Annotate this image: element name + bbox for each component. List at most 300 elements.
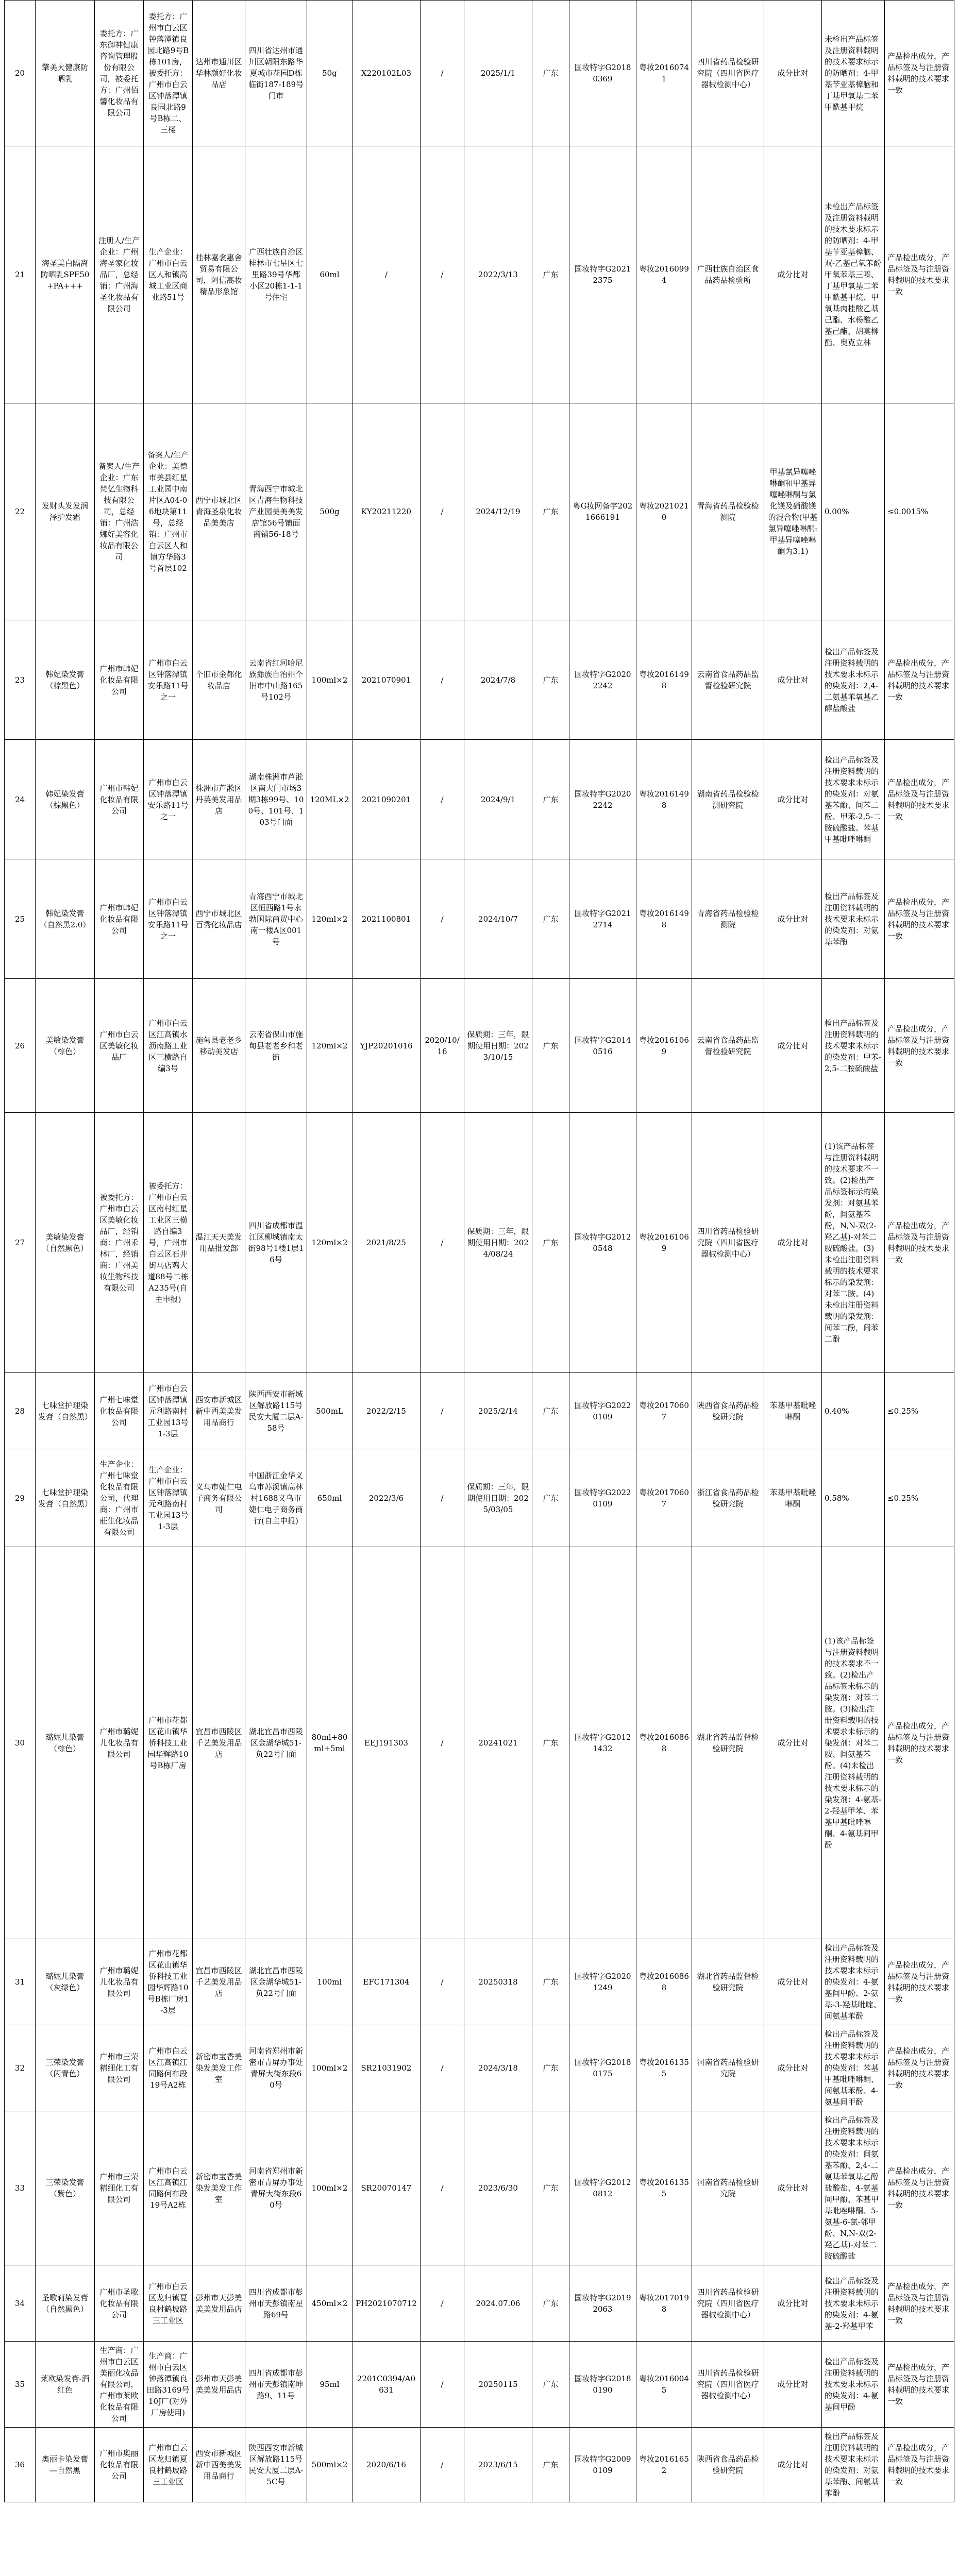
cell-product: 七味堂护理染发膏（自然黑）	[36, 1449, 95, 1547]
table-row	[5, 620, 954, 740]
cell-batch: PH2021070712	[352, 2265, 421, 2342]
cell-product: 圣歌莉染发膏（自然黑色）	[36, 2265, 95, 2342]
cell-date: 2023/6/15	[464, 2428, 532, 2502]
cell-inspector: 青海省药品检验检测院	[692, 859, 764, 979]
cell-date: 20250318	[464, 1939, 532, 2025]
cell-product: 擎美大健康防晒乳	[36, 1, 95, 146]
cell-license: 国妆特字G20180175	[569, 2025, 636, 2111]
cell-sampled-address: 四川省达州市通川区朝阳东路华夏城市花园D栋临街187-189号门市	[245, 1, 307, 146]
cell-inspector: 陕西省食品药品检验研究院	[692, 1373, 764, 1449]
cell-date: 2024/12/19	[464, 403, 532, 620]
cell-producer: 广州市璐妮儿化妆品有限公司	[95, 1939, 144, 2025]
cell-item: 成分比对	[764, 2428, 822, 2502]
table-row	[5, 859, 954, 979]
table-row	[5, 2265, 954, 2342]
cell-province: 广东	[532, 2025, 569, 2111]
cell-result: 未检出产品标签及注册资料载明的技术要求标示的防晒剂：4-甲基苄亚基樟脑、双-乙基己氧苯酚甲氧苯基三嗪、丁基甲氧基二苯甲酰基甲烷、甲氧基肉桂酸乙基己酯、水杨酸乙基己酯、胡莫柳酯、奥克立林	[822, 146, 885, 403]
cell-spec: 120ml×2	[307, 859, 352, 979]
cell-date: 20250115	[464, 2342, 532, 2428]
cell-date: 2024.07.06	[464, 2265, 532, 2342]
cell-spec: 120ml×2	[307, 1113, 352, 1373]
cell-sampled-unit: 西安市新城区新中西美美发用品商行	[193, 2428, 245, 2502]
cell-producer: 注册人/生产企业：广州海圣家化妆品厂，总经销：广州海圣化妆品有限公司	[95, 146, 144, 403]
cell-standard: 产品检出成分，产品标签及与注册资料载明的技术要求一致	[885, 2025, 954, 2111]
cell-result: 检出产品标签及注册资料载明的技术要求未标示的染发剂：2,4-二氨基苯氧基乙醇盐酸盐	[822, 620, 885, 740]
cell-license: 国妆特字G20202242	[569, 620, 636, 740]
cell-spec: 80ml+80ml+5ml	[307, 1547, 352, 1939]
cell-no: 34	[5, 2265, 36, 2342]
cell-spec: 100ml×2	[307, 2111, 352, 2265]
cell-standard: 产品检出成分，产品标签及与注册资料载明的技术要求一致	[885, 1547, 954, 1939]
cell-sampled-address: 云南省保山市施甸县老老乡和老街	[245, 979, 307, 1113]
cell-inspector: 四川省药品检验研究院（四川省医疗器械检测中心）	[692, 1, 764, 146]
cell-producer: 生产企业：广州七味堂化妆品有限公司，代理商：广州市莊生化妆品有限公司	[95, 1449, 144, 1547]
cell-address: 生产企业：广州市白云区钟落潭镇元利路南村工业园13号1-3层	[144, 1449, 193, 1547]
cell-spec: 500ml×2	[307, 2428, 352, 2502]
cell-no: 21	[5, 146, 36, 403]
table-row	[5, 2111, 954, 2265]
cell-address: 备案人/生产企业：美德市美县红星工业园中南片区A04-06地块第11号，总经销：广州市白云区人和镇方华路3号首层102	[144, 403, 193, 620]
cell-spec: 500g	[307, 403, 352, 620]
cell-license: 国妆特字G20220109	[569, 1373, 636, 1449]
cell-inspector: 河南省药品检验研究院	[692, 2111, 764, 2265]
cell-product: 三荣染发膏（紫色）	[36, 2111, 95, 2265]
cell-result: 检出产品标签及注册资料载明的技术要求未标示的染发剂：对氨基苯酚、间氨基苯酚	[822, 2428, 885, 2502]
cell-sampled-address: 陕西西安市新城区解放路115号民安大厦二层A-5C号	[245, 2428, 307, 2502]
cell-standard: 产品检出成分，产品标签及与注册资料载明的技术要求一致	[885, 859, 954, 979]
cell-license: 国妆特字G20212714	[569, 859, 636, 979]
cell-product: 韩妃染发膏（自然黑2.0）	[36, 859, 95, 979]
cell-address: 广州市花都区花山镇华侨科技工业园华辉路10号B栋厂房1-3层	[144, 1939, 193, 2025]
cell-result: 检出产品标签及注册资料载明的技术要求未标示的染发剂：4-氨基间甲酚	[822, 2342, 885, 2428]
cell-trademark: /	[421, 146, 464, 403]
cell-license: 国妆特字G20180369	[569, 1, 636, 146]
cell-license: 国妆特字G20120548	[569, 1113, 636, 1373]
cell-standard: 产品检出成分，产品标签及与注册资料载明的技术要求一致	[885, 1113, 954, 1373]
cell-batch: 2021070901	[352, 620, 421, 740]
cell-result: 0.40%	[822, 1373, 885, 1449]
cell-permit: 粤妆20161069	[636, 1113, 692, 1373]
cell-date: 2023/6/30	[464, 2111, 532, 2265]
cell-province: 广东	[532, 1373, 569, 1449]
cell-province: 广东	[532, 146, 569, 403]
cell-trademark: /	[421, 2342, 464, 2428]
cell-date: 2024/9/1	[464, 740, 532, 859]
cell-province: 广东	[532, 2342, 569, 2428]
cell-batch: 2021090201	[352, 740, 421, 859]
cell-sampled-unit: 新密市宝香美染发美发工作室	[193, 2025, 245, 2111]
cell-trademark: /	[421, 1939, 464, 2025]
cell-spec: 100ml	[307, 1939, 352, 2025]
cell-standard: 产品检出成分，产品标签及与注册资料载明的技术要求一致	[885, 740, 954, 859]
cell-license: 国妆特字G20192063	[569, 2265, 636, 2342]
table-row	[5, 1373, 954, 1449]
cell-item: 成分比对	[764, 1, 822, 146]
cell-trademark: /	[421, 403, 464, 620]
cell-product: 莱欧染发膏-酒红色	[36, 2342, 95, 2428]
cell-inspector: 广西壮族自治区食品药品检验所	[692, 146, 764, 403]
cell-address: 生产企业：广州市白云区人和镇高城工业区商业路51号	[144, 146, 193, 403]
cell-no: 25	[5, 859, 36, 979]
cell-trademark: /	[421, 2111, 464, 2265]
table-row	[5, 1939, 954, 2025]
cell-result: 检出产品标签及注册资料载明的技术要求未标示的染发剂：对氨基苯酚	[822, 859, 885, 979]
cell-standard: 产品检出成分，产品标签及与注册资料载明的技术要求一致	[885, 2265, 954, 2342]
cell-province: 广东	[532, 979, 569, 1113]
cell-item: 成分比对	[764, 859, 822, 979]
cell-result: 未检出产品标签及注册资料载明的技术要求标示的防晒剂：4-甲基苄亚基樟脑和丁基甲氧基二苯甲酰基甲烷	[822, 1, 885, 146]
cell-sampled-unit: 株洲市芦淞区丹英美发用品店	[193, 740, 245, 859]
cell-sampled-unit: 新密市宝香美染发美发工作室	[193, 2111, 245, 2265]
cell-sampled-unit: 彭州市天彭美美美发用品店	[193, 2265, 245, 2342]
cell-batch: SR21031902	[352, 2025, 421, 2111]
cell-no: 22	[5, 403, 36, 620]
cell-permit: 粤妆20170198	[636, 2265, 692, 2342]
cell-spec: 450ml×2	[307, 2265, 352, 2342]
cell-address: 广州市白云区江高镇江同路何布段19号A2栋	[144, 2111, 193, 2265]
table-row	[5, 1449, 954, 1547]
cell-batch: 2201C0394/A0631	[352, 2342, 421, 2428]
cell-batch: 2021/8/25	[352, 1113, 421, 1373]
cell-province: 广东	[532, 403, 569, 620]
cell-date: 2024/10/7	[464, 859, 532, 979]
cell-sampled-unit: 个旧市金都化妆品店	[193, 620, 245, 740]
cell-license: 国妆特字G20201249	[569, 1939, 636, 2025]
cell-sampled-unit: 西宁市城北区青海圣泉化妆品美美店	[193, 403, 245, 620]
cell-address: 广州市白云区钟落潭镇安乐路11号之一	[144, 740, 193, 859]
cell-no: 31	[5, 1939, 36, 2025]
cell-result: 0.58%	[822, 1449, 885, 1547]
cell-result: 检出产品标签及注册资料载明的技术要求未标示的染发剂：间氨基苯酚、2,4-二氨基苯氧基乙醇盐酸盐、4-氨基间甲酚、苯基甲基吡唑啉酮、5-氨基-6-氯-邻甲酚、N,N-双(2-羟乙基)-对苯二胺硫酸盐	[822, 2111, 885, 2265]
table-row	[5, 2025, 954, 2111]
cell-producer: 广州市韩妃化妆品有限公司	[95, 859, 144, 979]
cell-standard: 产品检出成分，产品标签及与注册资料载明的技术要求一致	[885, 2111, 954, 2265]
cell-date: 2025/1/1	[464, 1, 532, 146]
cell-province: 广东	[532, 859, 569, 979]
cell-batch: EFC171304	[352, 1939, 421, 2025]
cell-sampled-unit: 西安市新城区新中西美美发用品商行	[193, 1373, 245, 1449]
cell-date: 2024/3/18	[464, 2025, 532, 2111]
cell-address: 广州市花都区花山镇华侨科技工业园华辉路10号B栋厂房	[144, 1547, 193, 1939]
cell-province: 广东	[532, 1547, 569, 1939]
cell-result: 检出产品标签及注册资料载明的技术要求未标示的染发剂：4-氨基间甲酚、2-氨基-3-羟基吡啶、间氨基苯酚	[822, 1939, 885, 2025]
cell-sampled-address: 河南省郑州市新密市青屏办事处青屏大街东段60号	[245, 2111, 307, 2265]
cell-sampled-address: 四川省成都市温江区柳城镇南太街98号1楼1层16号	[245, 1113, 307, 1373]
cell-sampled-address: 湖南株洲市芦淞区南大门市场3期3栋99号、100号、101号、103号门面	[245, 740, 307, 859]
cell-trademark: /	[421, 1547, 464, 1939]
cell-no: 20	[5, 1, 36, 146]
cell-standard: ≤0.0015%	[885, 403, 954, 620]
cell-sampled-address: 中国浙江金华义乌市苏溪镇高林村1688义乌市婕仁电子商务商行(自主申报)	[245, 1449, 307, 1547]
cell-item: 成分比对	[764, 979, 822, 1113]
cell-inspector: 湖南省药品检验检测研究院	[692, 740, 764, 859]
cell-producer: 广州市三荣精细化工有限公司	[95, 2111, 144, 2265]
cell-standard: 产品检出成分，产品标签及与注册资料载明的技术要求一致	[885, 1, 954, 146]
table-row	[5, 1, 954, 146]
cell-no: 24	[5, 740, 36, 859]
cell-sampled-address: 湖北宜昌市西陵区金湖华城51-负22号门面	[245, 1547, 307, 1939]
cell-product: 海圣美白隔离防晒乳SPF50+PA+++	[36, 146, 95, 403]
cell-trademark: /	[421, 740, 464, 859]
cell-spec: 500mL	[307, 1373, 352, 1449]
cell-batch: SR20070147	[352, 2111, 421, 2265]
cell-batch: EEJ191303	[352, 1547, 421, 1939]
cell-batch: 2021100801	[352, 859, 421, 979]
cell-spec: 120ml×2	[307, 979, 352, 1113]
cell-standard: 产品检出成分，产品标签及与注册资料载明的技术要求一致	[885, 979, 954, 1113]
cell-permit: 粤妆20161355	[636, 2025, 692, 2111]
cell-province: 广东	[532, 1939, 569, 2025]
cell-sampled-address: 广西壮族自治区桂林市七星区七里路39号华都小区20栋1-1-1号住宅	[245, 146, 307, 403]
cell-address: 广州市白云区江高镇江同路何布段19号A2栋	[144, 2025, 193, 2111]
cell-producer: 委托方：广东御神健康咨询管理股份有限公司，被委托方：广州佰馨化妆品有限公司	[95, 1, 144, 146]
cell-batch: KY20211220	[352, 403, 421, 620]
cell-inspector: 云南省食品药品监督检验研究院	[692, 620, 764, 740]
cell-inspector: 陕西省食品药品检验研究院	[692, 2428, 764, 2502]
cell-sampled-address: 青海西宁市城北区青海生物科技产业园美美美发店馆56号铺面商铺56-18号	[245, 403, 307, 620]
cell-permit: 粤妆20160868	[636, 1939, 692, 2025]
cell-producer: 广州市白云区美敏化妆品厂	[95, 979, 144, 1113]
table-row	[5, 403, 954, 620]
table-row	[5, 1547, 954, 1939]
cell-province: 广东	[532, 2265, 569, 2342]
cell-sampled-unit: 宜昌市西陵区千艺美发用品店	[193, 1939, 245, 2025]
cell-sampled-address: 四川省成都市彭州市天彭镇南星路69号	[245, 2265, 307, 2342]
cell-permit: 粤妆20161498	[636, 740, 692, 859]
cell-address: 广州市白云区龙归镇夏良村鹤坡路三工业区	[144, 2428, 193, 2502]
cell-product: 韩妃染发膏（棕黑色）	[36, 740, 95, 859]
cell-item: 成分比对	[764, 2342, 822, 2428]
cell-inspector: 青海省药品检验检测院	[692, 403, 764, 620]
cell-date: 2024/7/8	[464, 620, 532, 740]
cell-license: 国妆特字G20121432	[569, 1547, 636, 1939]
cell-product: 奥丽卡染发膏—自然黑	[36, 2428, 95, 2502]
cell-product: 发财头发发润泽护发霜	[36, 403, 95, 620]
cell-no: 33	[5, 2111, 36, 2265]
cell-producer: 广州市奥丽化妆品有限公司	[95, 2428, 144, 2502]
cell-no: 28	[5, 1373, 36, 1449]
cell-product: 璐妮儿染膏（棕色）	[36, 1547, 95, 1939]
cell-permit: 粤妆20161498	[636, 859, 692, 979]
cell-date: 保质期：三年，限期使用日期：2025/03/05	[464, 1449, 532, 1547]
cell-spec: 50g	[307, 1, 352, 146]
cell-license: 国妆特字G20220109	[569, 1449, 636, 1547]
cell-no: 27	[5, 1113, 36, 1373]
cell-trademark: /	[421, 1373, 464, 1449]
cell-standard: 产品检出成分，产品标签及与注册资料载明的技术要求一致	[885, 2342, 954, 2428]
cell-batch: YJP20201016	[352, 979, 421, 1113]
cell-permit: 粤妆20160741	[636, 1, 692, 146]
cell-permit: 粤妆20161355	[636, 2111, 692, 2265]
cell-license: 国妆特字G20090109	[569, 2428, 636, 2502]
table-row	[5, 2428, 954, 2502]
cell-item: 成分比对	[764, 2265, 822, 2342]
cell-item: 甲基氯异噻唑啉酮和甲基异噻唑啉酮与氯化镁及硝酸镁的混合物(甲基氯异噻唑啉酮:甲基异噻唑啉酮为3:1)	[764, 403, 822, 620]
cell-sampled-unit: 桂林嘉衾惠舍贸易有限公司，阿信高妆精品形象馆	[193, 146, 245, 403]
cell-spec: 650ml	[307, 1449, 352, 1547]
cell-no: 30	[5, 1547, 36, 1939]
cell-permit: 粤妆20210210	[636, 403, 692, 620]
cell-address: 广州市白云区钟落潭镇安乐路11号之一	[144, 620, 193, 740]
cell-address: 广州市白云区钟落潭镇安乐路11号之一	[144, 859, 193, 979]
cell-item: 成分比对	[764, 1547, 822, 1939]
cell-item: 成分比对	[764, 740, 822, 859]
cell-trademark: /	[421, 1449, 464, 1547]
cell-trademark: /	[421, 1, 464, 146]
cell-product: 七味堂护理染发膏（自然黑）	[36, 1373, 95, 1449]
cell-spec: 60ml	[307, 146, 352, 403]
cell-spec: 100ml×2	[307, 2025, 352, 2111]
cell-producer: 广州市圣歌化妆品有限公司	[95, 2265, 144, 2342]
cell-trademark: 2020/10/16	[421, 979, 464, 1113]
table-row	[5, 2342, 954, 2428]
cell-sampled-address: 青海西宁市城北区恒西路1号永勃国际商贸中心南一楼A区001号	[245, 859, 307, 979]
table-row	[5, 146, 954, 403]
cell-no: 36	[5, 2428, 36, 2502]
cell-product: 璐妮儿染膏（灰绿色）	[36, 1939, 95, 2025]
cell-province: 广东	[532, 620, 569, 740]
cell-standard: ≤0.25%	[885, 1373, 954, 1449]
cell-producer: 被委托方：广州市白云区美敏化妆品厂，经销商：广州禾林厂，经销商：广州美妆生物科技有限公司	[95, 1113, 144, 1373]
cell-permit: 粤妆20160868	[636, 1547, 692, 1939]
cell-result: 检出产品标签及注册资料载明的技术要求未标示的染发剂：4-氨基-2-羟基甲苯	[822, 2265, 885, 2342]
table-body	[5, 1, 954, 2502]
cell-trademark: /	[421, 1113, 464, 1373]
cell-province: 广东	[532, 1449, 569, 1547]
cell-standard: 产品检出成分，产品标签及与注册资料载明的技术要求一致	[885, 2428, 954, 2502]
cell-trademark: /	[421, 2265, 464, 2342]
cell-producer: 广州七味堂化妆品有限公司	[95, 1373, 144, 1449]
cell-province: 广东	[532, 740, 569, 859]
cell-no: 32	[5, 2025, 36, 2111]
cell-province: 广东	[532, 1113, 569, 1373]
table-row	[5, 1113, 954, 1373]
cell-sampled-unit: 达州市通川区华林颜好化妆品店	[193, 1, 245, 146]
cell-inspector: 湖北省药品监督检验研究院	[692, 1547, 764, 1939]
cell-inspector: 浙江省食品药品检验研究院	[692, 1449, 764, 1547]
cell-item: 成分比对	[764, 1113, 822, 1373]
cell-item: 成分比对	[764, 620, 822, 740]
cell-date: 2025/2/14	[464, 1373, 532, 1449]
cell-address: 广州市白云区钟落潭镇元利路南村工业园13号1-3层	[144, 1373, 193, 1449]
cell-producer: 广州市韩妃化妆品有限公司	[95, 620, 144, 740]
cell-inspector: 四川省药品检验研究院（四川省医疗器械检测中心）	[692, 1113, 764, 1373]
cell-license: 国妆特字G20120812	[569, 2111, 636, 2265]
cell-no: 29	[5, 1449, 36, 1547]
cell-address: 广州市白云区龙归镇夏良村鹤坡路三工业区	[144, 2265, 193, 2342]
table-row	[5, 979, 954, 1113]
cell-no: 26	[5, 979, 36, 1113]
cell-sampled-unit: 宜昌市西陵区千艺美发用品店	[193, 1547, 245, 1939]
cell-date: 2022/3/13	[464, 146, 532, 403]
cell-producer: 生产商：广州市白云区美丽化妆品有限公司，广州市莱欧化妆品有限公司	[95, 2342, 144, 2428]
cell-permit: 粤妆20160994	[636, 146, 692, 403]
cell-sampled-address: 湖北宜昌市西陵区金湖华城51-负22号门面	[245, 1939, 307, 2025]
cell-product: 韩妃染发膏（棕黑色）	[36, 620, 95, 740]
cell-permit: 粤妆20160045	[636, 2342, 692, 2428]
cell-spec: 100ml×2	[307, 620, 352, 740]
cell-inspector: 湖北省药品监督检验研究院	[692, 1939, 764, 2025]
cell-item: 苯基甲基吡唑啉酮	[764, 1373, 822, 1449]
cell-trademark: /	[421, 2025, 464, 2111]
cell-license: 国妆特字G20140516	[569, 979, 636, 1113]
cell-spec: 95ml	[307, 2342, 352, 2428]
cell-producer: 备案人/生产企业：广东梵亿生物科技有限公司，总经销：广州浩娜好美容化妆品有限公司	[95, 403, 144, 620]
cell-license: 国妆特字G20180190	[569, 2342, 636, 2428]
cell-date: 20241021	[464, 1547, 532, 1939]
cell-product: 美敏染发膏（自然黑色）	[36, 1113, 95, 1373]
cell-address: 委托方：广州市白云区钟落潭镇良园北路9号B栋101房，被委托方：广州市白云区钟落潭镇良园北路9号B栋二、三楼	[144, 1, 193, 146]
cell-producer: 广州市三荣精细化工有限公司	[95, 2025, 144, 2111]
cell-trademark: /	[421, 620, 464, 740]
cell-standard: 产品检出成分，产品标签及与注册资料载明的技术要求一致	[885, 1939, 954, 2025]
cell-no: 23	[5, 620, 36, 740]
cell-license: 国妆特字G20212375	[569, 146, 636, 403]
cell-sampled-address: 云南省红河哈尼族彝族自治州个旧市中山路165号102号	[245, 620, 307, 740]
cell-license: 国妆特字G20202242	[569, 740, 636, 859]
cell-province: 广东	[532, 2428, 569, 2502]
cell-standard: 产品检出成分，产品标签及与注册资料载明的技术要求一致	[885, 620, 954, 740]
cell-inspector: 云南省食品药品监督检验研究院	[692, 979, 764, 1113]
cell-sampled-unit: 温江天天美发用品批发部	[193, 1113, 245, 1373]
inspection-table	[4, 0, 954, 2502]
cell-item: 成分比对	[764, 146, 822, 403]
cell-no: 35	[5, 2342, 36, 2428]
cell-producer: 广州市韩妃化妆品有限公司	[95, 740, 144, 859]
cell-date: 保质期：三年，限期使用日期：2023/10/15	[464, 979, 532, 1113]
cell-trademark: /	[421, 2428, 464, 2502]
cell-sampled-unit: 施甸县老老乡移动美发店	[193, 979, 245, 1113]
cell-province: 广东	[532, 2111, 569, 2265]
cell-address: 广州市白云区江高镇水沥南路工业区三横路自编3号	[144, 979, 193, 1113]
cell-inspector: 四川省药品检验研究院（四川省医疗器械检测中心）	[692, 2265, 764, 2342]
cell-batch: /	[352, 146, 421, 403]
cell-result: (1)该产品标签与注册资料载明的技术要求不一致。(2)检出产品标签标示的染发剂：对氨基苯酚，间氨基苯酚，N,N-双(2-羟乙基)-对苯二胺硫酸盐。(3)未检出注册资料载明的技术要求标示的染发剂：对苯二胺。(4)未检出注册资料载明的染发剂：间苯二酚，间苯二酚	[822, 1113, 885, 1373]
cell-sampled-unit: 西宁市城北区百秀化妆品店	[193, 859, 245, 979]
cell-address: 被委托方：广州市白云区南村红星工业区三横路自编3号，广州市白云区石井街马店鸡大道88号二栋A235号(自主申报)	[144, 1113, 193, 1373]
cell-permit: 粤妆20161498	[636, 620, 692, 740]
cell-sampled-address: 河南省郑州市新密市青屏办事处青屏大街东段60号	[245, 2025, 307, 2111]
cell-item: 成分比对	[764, 1939, 822, 2025]
cell-trademark: /	[421, 859, 464, 979]
cell-batch: X220102L03	[352, 1, 421, 146]
cell-permit: 粤妆20161069	[636, 979, 692, 1113]
cell-producer: 广州市璐妮儿化妆品有限公司	[95, 1547, 144, 1939]
cell-permit: 粤妆20161652	[636, 2428, 692, 2502]
cell-result: 检出产品标签及注册资料载明的技术要求未标示的染发剂：对氨基苯酚、间苯二酚、甲苯-2,5-二胺硫酸盐、苯基甲基吡唑啉酮	[822, 740, 885, 859]
cell-province: 广东	[532, 1, 569, 146]
cell-result: 0.00%	[822, 403, 885, 620]
cell-standard: 产品检出成分，产品标签及与注册资料载明的技术要求一致	[885, 146, 954, 403]
cell-result: 检出产品标签及注册资料载明的技术要求未标示的染发剂：苯基甲基吡唑啉酮、间氨基苯酚、4-氨基间甲酚	[822, 2025, 885, 2111]
cell-permit: 粤妆20170607	[636, 1373, 692, 1449]
table-row	[5, 740, 954, 859]
cell-sampled-unit: 彭州市天彭美美美发用品店	[193, 2342, 245, 2428]
cell-license: 粤G妆网备字2021666191	[569, 403, 636, 620]
cell-product: 三荣染发膏（闪青色）	[36, 2025, 95, 2111]
cell-batch: 2022/2/15	[352, 1373, 421, 1449]
cell-batch: 2022/3/6	[352, 1449, 421, 1547]
cell-batch: 2020/6/16	[352, 2428, 421, 2502]
cell-inspector: 河南省药品检验研究院	[692, 2025, 764, 2111]
cell-permit: 粤妆20170607	[636, 1449, 692, 1547]
cell-address: 生产商：广州市白云区钟落潭镇良田路3169号10J厂(对外厂房使用)	[144, 2342, 193, 2428]
cell-inspector: 四川省药品检验研究院（四川省医疗器械检测中心）	[692, 2342, 764, 2428]
inspection-table-sheet	[4, 0, 954, 2502]
cell-date: 保质期：三年，限期使用日期：2024/08/24	[464, 1113, 532, 1373]
cell-result: (1)该产品标签与注册资料载明的技术要求不一致。(2)检出产品标签未标示的染发剂：对苯二胺。(3)检出注册资料载明的技术要求未标示的染发剂：对苯二胺、间氨基苯酚。(4)未检出注册资料载明的技术要求标示的染发剂：4-氨基-2-羟基甲苯、苯基甲基吡唑啉酮、4-氨基间甲酚	[822, 1547, 885, 1939]
cell-item: 苯基甲基吡唑啉酮	[764, 1449, 822, 1547]
